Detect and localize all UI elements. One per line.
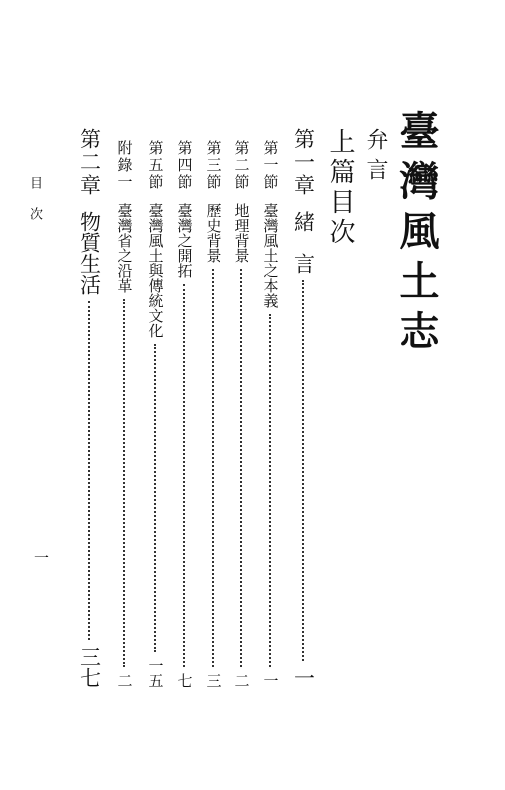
toc-entry-title: 歷史背景 [204, 203, 223, 263]
toc-entry-page: 三 [204, 673, 223, 688]
page-number: 一 [32, 550, 50, 565]
toc-leader-dots [88, 301, 90, 640]
toc-entry-section-2[interactable] [233, 140, 249, 688]
toc-entry-section-1[interactable] [262, 140, 278, 688]
toc-entry-number: 第四節 [175, 140, 194, 191]
toc-entry-section-4[interactable] [176, 140, 192, 688]
toc-entry-page: 一 [291, 667, 316, 688]
toc-entry-title: 地理背景 [232, 203, 251, 263]
toc-entry-page: 三七 [77, 646, 102, 688]
toc-entry-chapter-1[interactable] [291, 128, 315, 688]
part-title: 上篇目次 [325, 128, 355, 248]
toc-entry-chapter-2[interactable] [77, 128, 101, 688]
toc-leader-dots [123, 299, 125, 667]
toc-leader-dots [269, 314, 271, 667]
toc-entry-number: 第一章 [291, 128, 316, 197]
toc-entry-page: 二 [232, 673, 251, 688]
toc-entry-title: 緒 言 [291, 211, 316, 274]
toc-entry-number: 第三節 [204, 140, 223, 191]
toc-leader-dots [302, 280, 304, 661]
toc-entry-page: 二 [115, 673, 134, 688]
toc-entry-number: 第一節 [261, 140, 280, 191]
toc-entry-page: 一 [261, 673, 280, 688]
toc-entry-title: 臺灣之開拓 [175, 203, 194, 278]
toc-entry-appendix-1[interactable] [116, 140, 132, 688]
preface-heading: 弁言 [363, 128, 388, 188]
toc-entry-title: 臺灣風土與傳統文化 [146, 203, 165, 338]
toc-entry-number: 附錄一 [115, 140, 134, 191]
toc-entry-title: 物質生活 [77, 211, 102, 295]
toc-leader-dots [183, 284, 185, 667]
toc-entry-number: 第二章 [77, 128, 102, 197]
toc-entry-number: 第二節 [232, 140, 251, 191]
book-title: 臺灣風土志 [393, 110, 440, 360]
toc-entry-page: 一五 [146, 658, 165, 688]
toc-entry-page: 七 [175, 673, 194, 688]
toc-leader-dots [212, 269, 214, 667]
toc-entry-title: 臺灣省之沿革 [115, 203, 134, 293]
toc-entry-section-3[interactable] [205, 140, 221, 688]
toc-entry-number: 第五節 [146, 140, 165, 191]
toc-leader-dots [240, 269, 242, 667]
toc-leader-dots [154, 344, 156, 652]
running-head: 目次 [27, 176, 42, 238]
toc-entry-title: 臺灣風土之本義 [261, 203, 280, 308]
toc-entry-section-5[interactable] [147, 140, 163, 688]
